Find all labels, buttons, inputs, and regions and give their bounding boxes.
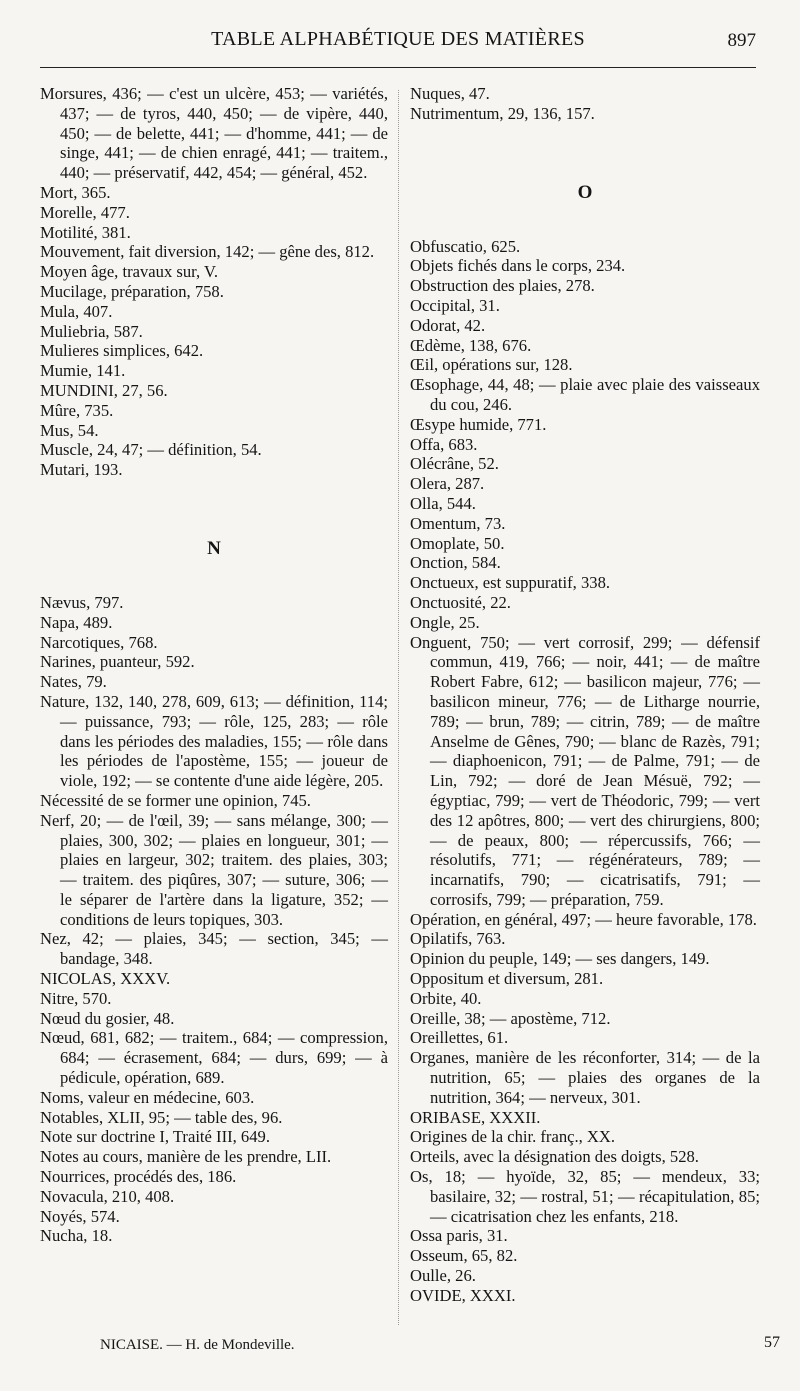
index-entry: Ongle, 25. — [410, 612, 480, 632]
index-entry: Nature, 132, 140, 278, 609, 613; — définition, 114; — puissance, 793; — rôle, 125, 283; — rôle dans les périodes des maladies, 155; — rôle dans les périodes de l'apostème, 155; — joueur de viole, 192; — se contente d'une aide légère, 205. — [40, 691, 388, 791]
index-entry: Oreille, 38; — apostème, 712. — [410, 1008, 611, 1028]
index-entry: Mutari, 193. — [40, 460, 123, 480]
index-entry: Nerf, 20; — de l'œil, 39; — sans mélange, 300; — plaies, 300, 302; — plaies en longueur, 301; — plaies en largeur, 302; traitem. des plaies, 303; — traitem. des piqûres, 307; — suture, 306; — le séparer de l'artère dans la ligature, 352; — conditions de leurs topiques, 303. — [40, 810, 388, 929]
running-header — [40, 28, 756, 58]
index-entry: Muliebria, 587. — [40, 321, 143, 341]
index-entry: Nucha, 18. — [40, 1226, 113, 1246]
index-entry: Novacula, 210, 408. — [40, 1186, 175, 1206]
index-entry: Objets fichés dans le corps, 234. — [410, 256, 626, 276]
index-entry: Mûre, 735. — [40, 400, 114, 420]
column-divider — [398, 90, 399, 1325]
index-entry: Onction, 584. — [410, 553, 501, 573]
footer-author: NICAISE. — H. de Mondeville. — [100, 1337, 295, 1353]
index-entry: Mumie, 141. — [40, 361, 126, 381]
index-entry: Narines, puanteur, 592. — [40, 652, 195, 672]
index-entry: Osseum, 65, 82. — [410, 1246, 518, 1266]
section-spacer — [40, 480, 388, 539]
index-entry: Morelle, 477. — [40, 202, 130, 222]
index-entry: Œil, opérations sur, 128. — [410, 355, 573, 375]
index-entry: Oulle, 26. — [410, 1266, 476, 1286]
left-column — [40, 84, 388, 1246]
index-entry: Nuques, 47. — [410, 84, 490, 103]
index-entry: Odorat, 42. — [410, 315, 486, 335]
signature-mark: 57 — [764, 1334, 780, 1351]
section-letter: O — [577, 181, 593, 203]
index-entry: Onguent, 750; — vert corrosif, 299; — défensif commun, 419, 766; — noir, 441; — de maître Robert Fabre, 612; — basilicon majeur, 776; — basilicon mineur, 776; — de Litharge nourrie, 789; — brun, 789; — citrin, 789; — de maître Anselme de Gênes, 790; — blanc de Razès, 791; — diaphoenicon, 791; — de Palme, 791; — de Lin, 792; — doré de Jean Mésuë, 792; — égyptiac, 799; — vert de Théodoric, 799; — vert des 12 apôtres, 800; — vert des chirurgiens, 800; — de peaux, 800; — répercussifs, 766; — résolutifs, 771; — régénérateurs, 789; — incarnatifs, 790; — cicatrisatifs, 791; — corrosifs, 799; — préparation, 759. — [410, 632, 760, 909]
index-entry: Nævus, 797. — [40, 592, 124, 612]
right-column — [410, 84, 760, 1306]
index-entry: MUNDINI, 27, 56. — [40, 380, 168, 400]
index-entry: Nutrimentum, 29, 136, 157. — [410, 103, 595, 123]
index-entry: Offa, 683. — [410, 434, 478, 454]
index-entry: Nez, 42; — plaies, 345; — section, 345; — bandage, 348. — [40, 929, 388, 969]
index-entry: Onctuosité, 22. — [410, 592, 511, 612]
index-entry: ORIBASE, XXXII. — [410, 1107, 541, 1127]
index-entry: Morsures, 436; — c'est un ulcère, 453; — variétés, 437; — de tyros, 440, 450; — de vipère, 440, 450; — de belette, 441; — d'homme, 441; — de singe, 441; — de chien enragé, 441; — traitem., 440; — préservatif, 442, 454; — général, 452. — [40, 84, 388, 183]
index-entry: Obfuscatio, 625. — [410, 236, 521, 256]
index-entry: Orbite, 40. — [410, 988, 482, 1008]
index-entry: Olera, 287. — [410, 474, 485, 494]
index-entry: Nécessité de se former une opinion, 745. — [40, 790, 311, 810]
index-entry: Notes au cours, manière de les prendre, LII. — [40, 1147, 332, 1167]
index-entry: Occipital, 31. — [410, 295, 500, 315]
index-entry: Olécrâne, 52. — [410, 454, 499, 474]
index-entry: Opinion du peuple, 149; — ses dangers, 149. — [410, 949, 710, 969]
index-entry: Noyés, 574. — [40, 1206, 120, 1226]
index-entry: Organes, manière de les réconforter, 314; — de la nutrition, 65; — plaies des organes de la nutrition, 364; — nerveux, 301. — [410, 1048, 760, 1107]
index-entry: Onctueux, est suppuratif, 338. — [410, 573, 611, 593]
index-entry: Mouvement, fait diversion, 142; — gêne des, 812. — [40, 242, 375, 262]
index-entry: Nates, 79. — [40, 672, 107, 692]
index-entry: Muscle, 24, 47; — définition, 54. — [40, 440, 262, 460]
index-entry: Omoplate, 50. — [410, 533, 505, 553]
index-entry: Mucilage, préparation, 758. — [40, 281, 224, 301]
index-entry: Noms, valeur en médecine, 603. — [40, 1087, 255, 1107]
page-number: 897 — [727, 30, 756, 51]
header-title: TABLE ALPHABÉTIQUE DES MATIÈRES — [211, 28, 585, 50]
index-entry: Oppositum et diversum, 281. — [410, 969, 604, 989]
section-spacer — [410, 124, 760, 183]
index-entry: Nœud du gosier, 48. — [40, 1008, 175, 1028]
index-entry: Os, 18; — hyoïde, 32, 85; — mendeux, 33; basilaire, 32; — rostral, 51; — récapitulation, 85; — cicatrisation chez les enfants, 218. — [410, 1167, 760, 1226]
section-spacer — [40, 559, 388, 593]
index-entry: Œsophage, 44, 48; — plaie avec plaie des vaisseaux du cou, 246. — [410, 375, 760, 414]
index-entry: Ossa paris, 31. — [410, 1226, 508, 1246]
index-entry: Nœud, 681, 682; — traitem., 684; — compression, 684; — écrasement, 684; — durs, 699; — à pédicule, opération, 689. — [40, 1028, 388, 1088]
index-entry: Nourrices, procédés des, 186. — [40, 1167, 237, 1187]
index-entry: Napa, 489. — [40, 612, 113, 632]
index-entry: Opilatifs, 763. — [410, 929, 506, 949]
index-entry: Olla, 544. — [410, 493, 476, 513]
index-entry: NICOLAS, XXXV. — [40, 969, 171, 989]
index-entry: Mulieres simplices, 642. — [40, 341, 204, 361]
index-entry: Motilité, 381. — [40, 222, 131, 242]
index-entry: Narcotiques, 768. — [40, 632, 158, 652]
index-entry: OVIDE, XXXI. — [410, 1285, 516, 1305]
index-entry: Obstruction des plaies, 278. — [410, 276, 595, 296]
index-entry: Origines de la chir. franç., XX. — [410, 1127, 616, 1147]
index-entry: Opération, en général, 497; — heure favorable, 178. — [410, 909, 757, 929]
index-entry: Omentum, 73. — [410, 513, 506, 533]
index-entry: Œdème, 138, 676. — [410, 335, 532, 355]
index-entry: Mus, 54. — [40, 420, 99, 440]
index-entry: Nitre, 570. — [40, 988, 112, 1008]
section-letter: N — [207, 537, 221, 559]
index-entry: Moyen âge, travaux sur, V. — [40, 262, 218, 282]
index-entry: Oreillettes, 61. — [410, 1028, 509, 1048]
index-entry: Œsype humide, 771. — [410, 414, 547, 434]
section-spacer — [410, 203, 760, 237]
index-entry: Note sur doctrine I, Traité III, 649. — [40, 1127, 270, 1147]
index-entry: Notables, XLII, 95; — table des, 96. — [40, 1107, 283, 1127]
index-entry: Mula, 407. — [40, 301, 113, 321]
header-rule — [40, 67, 756, 68]
index-entry: Orteils, avec la désignation des doigts, 528. — [410, 1147, 699, 1167]
index-entry: Mort, 365. — [40, 182, 111, 202]
